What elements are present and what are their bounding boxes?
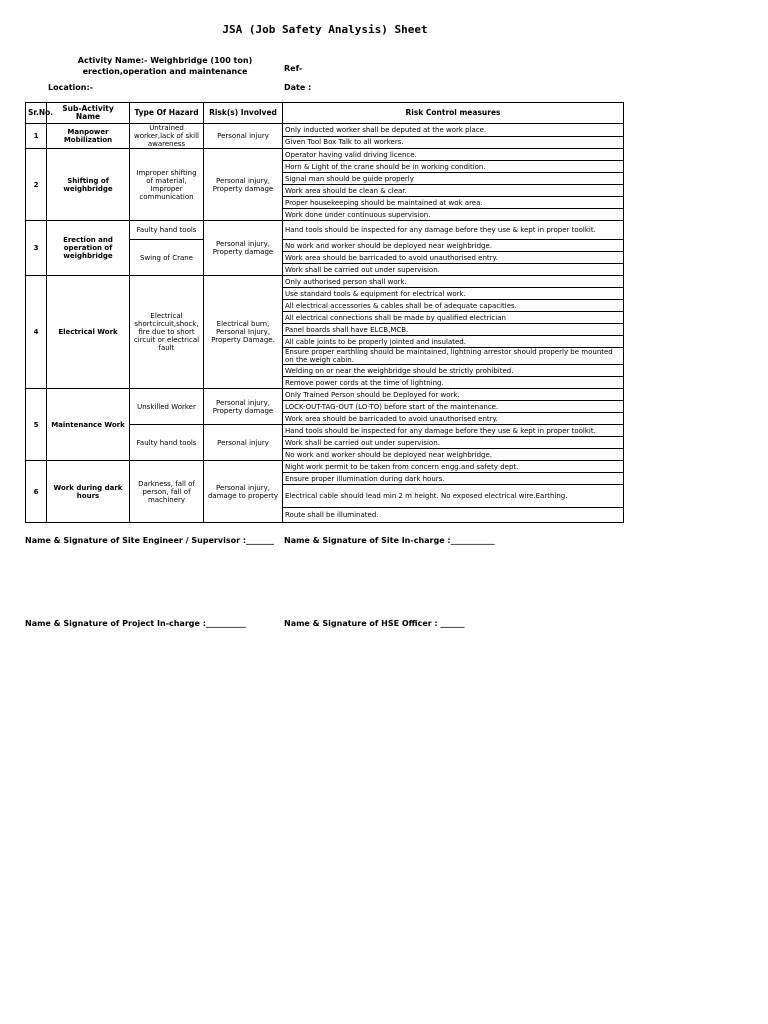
risk: Personal injury: [204, 124, 283, 149]
project-incharge-signature: Name & Signature of Project In-charge :__________: [25, 619, 246, 628]
risk: Personal injury: [204, 425, 283, 461]
risk: Personal injury, Property damage: [204, 149, 283, 221]
col-header: Risk(s) Involved: [204, 103, 283, 124]
control-measure: All electrical accessories & cables shall be of adequate capacities.: [283, 300, 624, 312]
control-measure: Remove power cords at the time of lightning.: [283, 377, 624, 389]
sr-no: 2: [26, 149, 47, 221]
control-measure: LOCK-OUT-TAG-OUT (LO-TO) before start of the maintenance.: [283, 401, 624, 413]
control-measure: Signal man should be guide properly: [283, 173, 624, 185]
table-row: [26, 221, 624, 240]
sub-activity: Electrical Work: [47, 276, 130, 389]
sr-no: 1: [26, 124, 47, 149]
location-label: Location:-: [48, 83, 94, 92]
sub-activity: Manpower Mobilization: [47, 124, 130, 149]
control-measure: Operator having valid driving licence.: [283, 149, 624, 161]
table-row: [26, 124, 624, 137]
table-row: [26, 461, 624, 473]
control-measure: Use standard tools & equipment for electrical work.: [283, 288, 624, 300]
sub-activity: Erection and operation of weighbridge: [47, 221, 130, 276]
control-measure: Work done under continuous supervision.: [283, 209, 624, 221]
hazard: Improper shifting of material, Improper communication: [130, 149, 204, 221]
control-measure: Only inducted worker shall be deputed at the work place.: [283, 124, 624, 137]
control-measure: Ensure proper earthling should be maintained, lightning arrestor should properly be mounted on the weigh cabin.: [283, 348, 624, 365]
hazard: Faulty hand tools: [130, 221, 204, 240]
col-header: Sub-Activity Name: [47, 103, 130, 124]
control-measure: Proper housekeeping should be maintained at wok area.: [283, 197, 624, 209]
control-measure: Welding on or near the weighbridge should be strictly prohibited.: [283, 365, 624, 377]
col-header: Type Of Hazard: [130, 103, 204, 124]
control-measure: Only Trained Person should be Deployed for work.: [283, 389, 624, 401]
control-measure: Work area should be clean & clear.: [283, 185, 624, 197]
sub-activity: Maintenance Work: [47, 389, 130, 461]
control-measure: Only authorised person shall work.: [283, 276, 624, 288]
col-header: Risk Control measures: [283, 103, 624, 124]
hazard: Swing of Crane: [130, 240, 204, 276]
hazard: Faulty hand tools: [130, 425, 204, 461]
control-measure: Work area should be barricaded to avoid unauthorised entry.: [283, 413, 624, 425]
col-header: Sr.No.: [26, 103, 47, 124]
risk: Electrical burn, Personal Injury, Property Damage.: [204, 276, 283, 389]
control-measure: Hand tools should be inspected for any damage before they use & kept in proper toolkit.: [283, 425, 624, 437]
control-measure: Work area should be barricaded to avoid unauthorised entry.: [283, 252, 624, 264]
risk: Personal injury, Property damage: [204, 221, 283, 276]
hazard: Unskilled Worker: [130, 389, 204, 425]
control-measure: Route shall be illuminated.: [283, 508, 624, 523]
date-label: Date :: [284, 83, 312, 92]
hazard: Untrained worker,lack of skill awareness: [130, 124, 204, 149]
control-measure: Ensure proper illumination during dark hours.: [283, 473, 624, 485]
sr-no: 4: [26, 276, 47, 389]
activity-name: Activity Name:- Weighbridge (100 ton) erection,operation and maintenance: [77, 56, 253, 76]
risk: Personal injury, Property damage: [204, 389, 283, 425]
control-measure: Hand tools should be inspected for any damage before they use & kept in proper toolkit.: [283, 221, 624, 240]
control-measure: Work shall be carried out under supervision.: [283, 437, 624, 449]
hazard: Darkness, fall of person, fall of machinery: [130, 461, 204, 523]
jsa-table: [25, 102, 624, 523]
sub-activity: Work during dark hours: [47, 461, 130, 523]
table-row: [26, 149, 624, 161]
site-engineer-signature: Name & Signature of Site Engineer / Supervisor :_______: [25, 536, 275, 545]
site-incharge-signature: Name & Signature of Site In-charge :___________: [284, 536, 495, 545]
table-row: [26, 276, 624, 288]
risk: Personal injury, damage to property: [204, 461, 283, 523]
control-measure: All cable joints to be properly jointed and insulated.: [283, 336, 624, 348]
control-measure: Panel boards shall have ELCB,MCB.: [283, 324, 624, 336]
sr-no: 5: [26, 389, 47, 461]
control-measure: Work shall be carried out under supervision.: [283, 264, 624, 276]
hse-officer-signature: Name & Signature of HSE Officer : ______: [284, 619, 465, 628]
control-measure: No work and worker should be deployed near weighbridge.: [283, 240, 624, 252]
sr-no: 6: [26, 461, 47, 523]
table-header-row: [26, 103, 624, 124]
sheet-title: JSA (Job Safety Analysis) Sheet: [222, 23, 428, 36]
table-row: [26, 389, 624, 401]
sub-activity: Shifting of weighbridge: [47, 149, 130, 221]
control-measure: Night work permit to be taken from concern engg.and safety dept.: [283, 461, 624, 473]
control-measure: Given Tool Box Talk to all workers.: [283, 136, 624, 149]
control-measure: Horn & Light of the crane should be in working condition.: [283, 161, 624, 173]
control-measure: No work and worker should be deployed near weighbridge.: [283, 449, 624, 461]
control-measure: All electrical connections shall be made by qualified electrician: [283, 312, 624, 324]
sr-no: 3: [26, 221, 47, 276]
hazard: Electrical shortcircuit,shock, fire due to short circuit or electrical fault: [130, 276, 204, 389]
control-measure: Electrical cable should lead min 2 m height. No exposed electrical wire.Earthing.: [283, 485, 624, 508]
ref-label: Ref-: [284, 64, 303, 73]
